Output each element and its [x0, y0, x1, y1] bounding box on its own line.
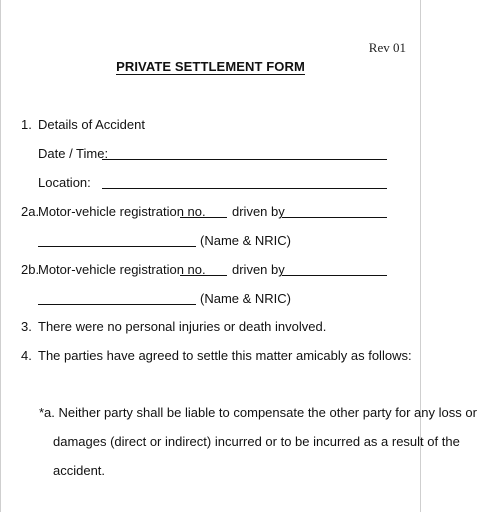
- section-3-number: 3.: [21, 319, 32, 334]
- section-2b-reg-label: Motor-vehicle registration no.: [38, 262, 206, 277]
- section-2a-name-label: (Name & NRIC): [200, 233, 292, 248]
- section-2a-number: 2a.: [21, 204, 40, 219]
- revision-label: Rev 01: [368, 40, 406, 55]
- date-time-field[interactable]: [102, 159, 387, 160]
- vehicle-b-driver-field[interactable]: [282, 275, 387, 276]
- section-2a-driven-label: driven by: [232, 204, 285, 219]
- vehicle-a-registration-field[interactable]: [180, 217, 227, 218]
- section-1-number: 1.: [21, 117, 32, 132]
- location-label: Location:: [38, 175, 91, 190]
- clause-a-line-2: damages (direct or indirect) incurred or to be incurred as a result of the: [53, 434, 460, 449]
- section-2a-reg-label: Motor-vehicle registration no.: [38, 204, 206, 219]
- driver-b-name-nric-field[interactable]: [38, 304, 196, 305]
- vehicle-b-registration-field[interactable]: [180, 275, 227, 276]
- clause-a-line-1: *a. Neither party shall be liable to compensate the other party for any loss or: [39, 405, 477, 420]
- section-1-heading: Details of Accident: [38, 117, 145, 132]
- section-3-text: There were no personal injuries or death involved.: [38, 319, 327, 334]
- form-title-text: PRIVATE SETTLEMENT FORM: [116, 59, 305, 74]
- section-2b-driven-label: driven by: [232, 262, 285, 277]
- section-2b-name-label: (Name & NRIC): [200, 291, 292, 306]
- section-4-number: 4.: [21, 348, 32, 363]
- driver-a-name-nric-field[interactable]: [38, 246, 196, 247]
- vehicle-a-driver-field[interactable]: [282, 217, 387, 218]
- form-title: [1, 59, 420, 74]
- location-field[interactable]: [102, 188, 387, 189]
- clause-a-line-3: accident.: [53, 463, 106, 478]
- date-time-label: Date / Time:: [38, 146, 109, 161]
- section-4-text: The parties have agreed to settle this matter amicably as follows:: [38, 348, 412, 363]
- section-2b-number: 2b.: [21, 262, 40, 277]
